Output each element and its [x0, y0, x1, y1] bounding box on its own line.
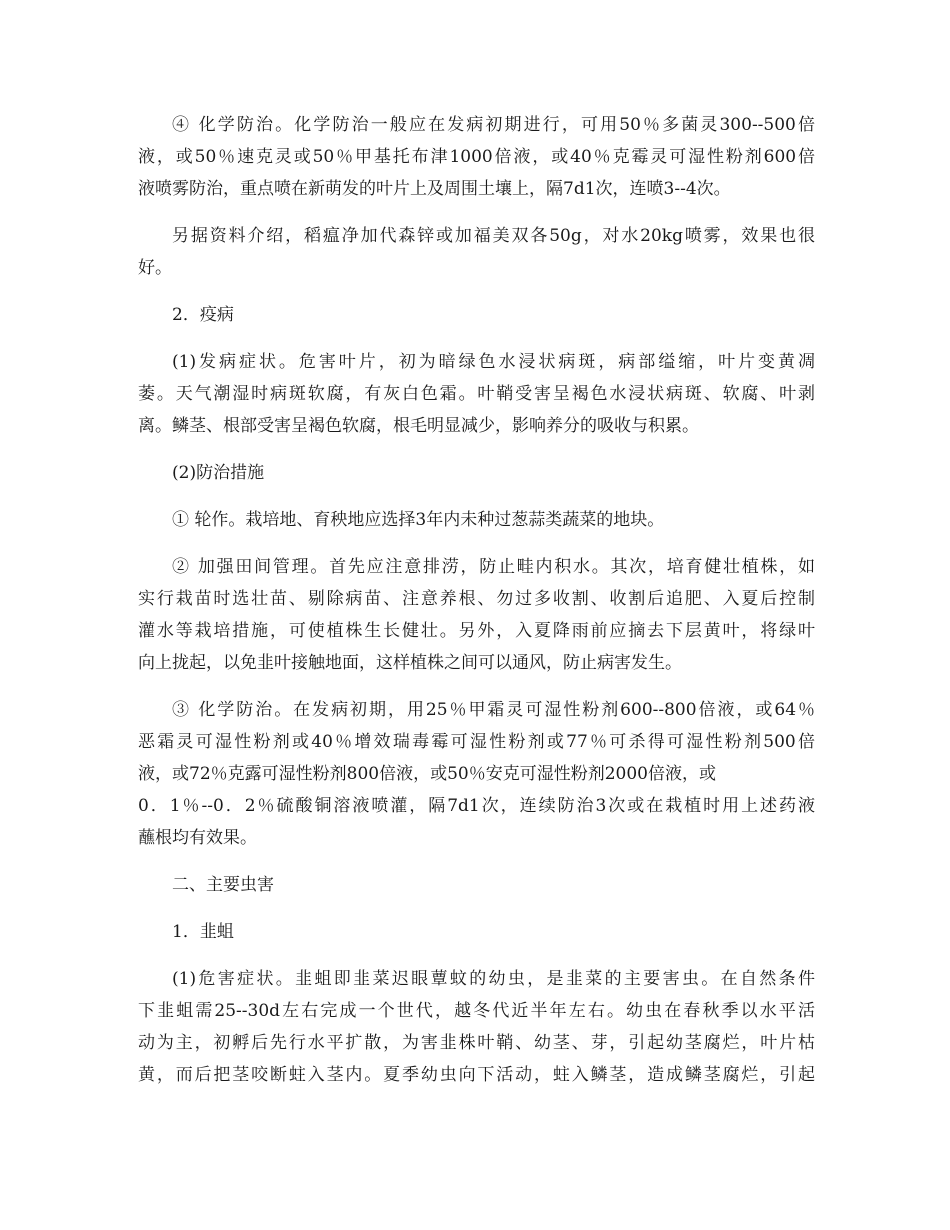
subheading-control-measures	[138, 457, 815, 489]
paragraph-chemical-control-blight	[138, 694, 815, 854]
text-line: 黄，而后把茎咬断蛀入茎内。夏季幼虫向下活动，蛀入鳞茎，造成鳞茎腐烂，引起	[138, 1065, 815, 1085]
text-line: (1)发病症状。危害叶片，初为暗绿色水浸状病斑，病部缢缩，叶片变黄凋	[172, 352, 815, 372]
paragraph-maggot-damage-symptoms	[138, 963, 815, 1091]
text-line: 萎。天气潮湿时病斑软腐，有灰白色霜。叶鞘受害呈褐色水浸状病斑、软腐、叶剥	[138, 384, 815, 404]
paragraph-field-management	[138, 551, 815, 679]
paragraph-additional-info	[138, 220, 815, 284]
text-line: 二、主要虫害	[172, 875, 274, 895]
text-line: 0．1％--0．2％硫酸铜溶液喷灌，隔7d1次，连续防治3次或在栽植时用上述药液	[138, 796, 815, 816]
text-line: 液，或50％速克灵或50％甲基托布津1000倍液，或40％克霉灵可湿性粉剂600倍	[138, 147, 815, 167]
text-line: 液，或72％克露可湿性粉剂800倍液，或50％安克可湿性粉剂2000倍液，或	[138, 764, 716, 784]
text-line: ① 轮作。栽培地、育秧地应选择3年内未种过葱蒜类蔬菜的地块。	[172, 510, 665, 530]
text-line: 蘸根均有效果。	[138, 828, 257, 848]
paragraph-chemical-control-gray-mold	[138, 109, 815, 205]
text-line: (1)危害症状。韭蛆即韭菜迟眼蕈蚊的幼虫，是韭菜的主要害虫。在自然条件	[172, 969, 815, 989]
text-line: 灌水等栽培措施，可使植株生长健壮。另外，入夏降雨前应摘去下层黄叶，将绿叶	[138, 621, 815, 641]
text-line: (2)防治措施	[172, 463, 265, 483]
document-body	[138, 109, 815, 1106]
text-line: ④ 化学防治。化学防治一般应在发病初期进行，可用50％多菌灵300--500倍	[172, 115, 815, 135]
section-heading-main-pests	[138, 869, 815, 901]
paragraph-blight-symptoms	[138, 346, 815, 442]
section-heading-leek-maggot	[138, 916, 815, 948]
paragraph-crop-rotation	[138, 504, 815, 536]
text-line: 1．韭蛆	[172, 922, 234, 942]
text-line: 2．疫病	[172, 305, 234, 325]
text-line: 恶霜灵可湿性粉剂或40％增效瑞毒霉可湿性粉剂或77％可杀得可湿性粉剂500倍	[138, 732, 815, 752]
section-heading-blight	[138, 299, 815, 331]
text-line: 下韭蛆需25--30d左右完成一个世代，越冬代近半年左右。幼虫在春秋季以水平活	[138, 1001, 815, 1021]
text-line: 液喷雾防治，重点喷在新萌发的叶片上及周围土壤上，隔7d1次，连喷3--4次。	[138, 179, 731, 199]
text-line: 好。	[138, 258, 172, 278]
text-line: 另据资料介绍，稻瘟净加代森锌或加福美双各50g，对水20kg喷雾，效果也很	[172, 226, 815, 246]
text-line: 实行栽苗时选壮苗、剔除病苗、注意养根、勿过多收割、收割后追肥、入夏后控制	[138, 589, 815, 609]
text-line: 动为主，初孵后先行水平扩散，为害韭株叶鞘、幼茎、芽，引起幼茎腐烂，叶片枯	[138, 1033, 815, 1053]
text-line: ③ 化学防治。在发病初期，用25％甲霜灵可湿性粉剂600--800倍液，或64％	[172, 700, 815, 720]
text-line: 向上拢起，以免韭叶接触地面，这样植株之间可以通风，防止病害发生。	[138, 653, 682, 673]
text-line: 离。鳞茎、根部受害呈褐色软腐，根毛明显减少，影响养分的吸收与积累。	[138, 416, 699, 436]
text-line: ② 加强田间管理。首先应注意排涝，防止畦内积水。其次，培育健壮植株，如	[172, 557, 815, 577]
